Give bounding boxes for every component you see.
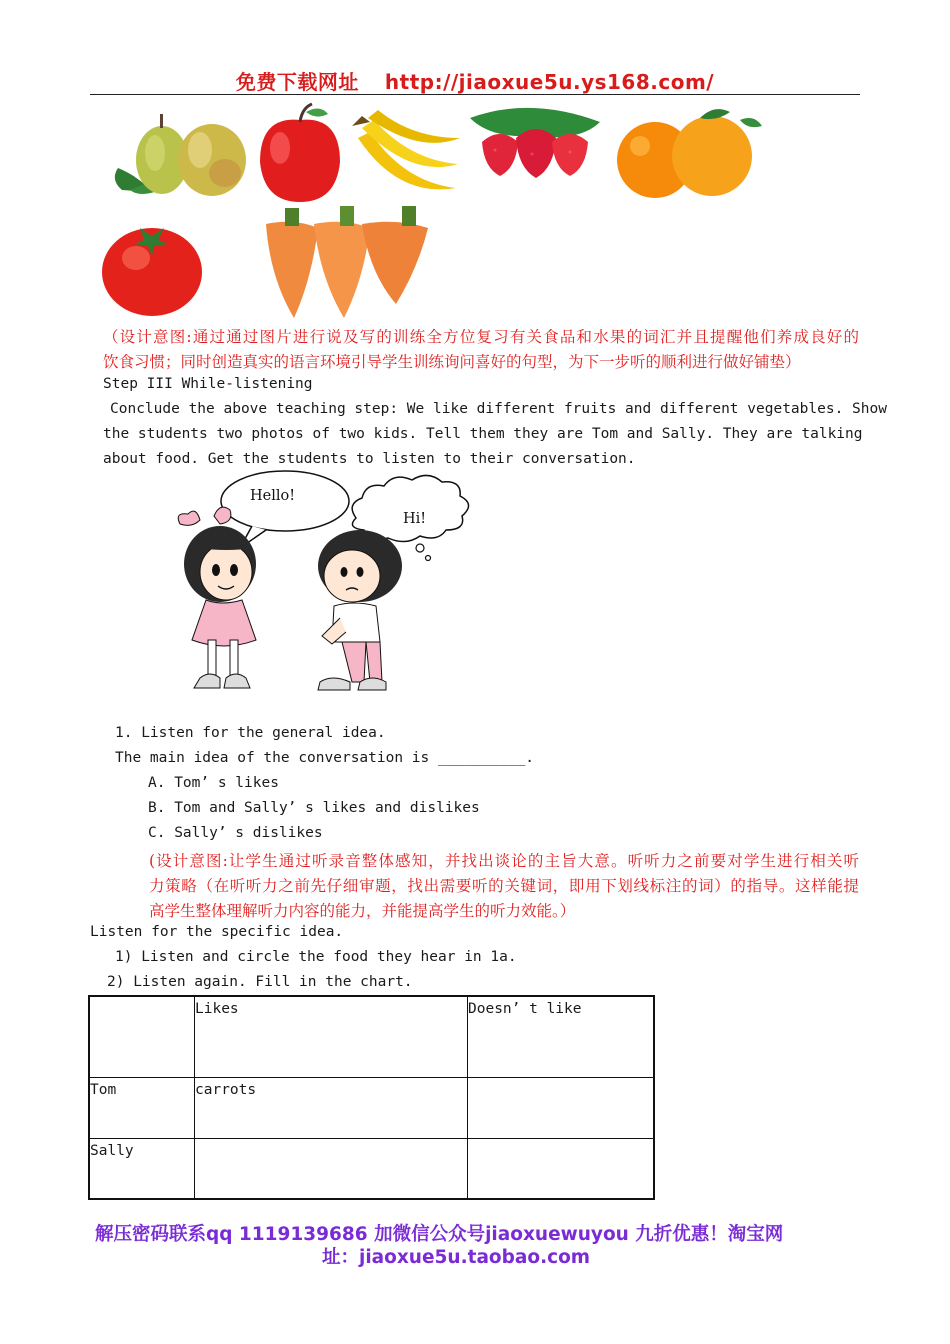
- boy-bubble-text: Hi!: [403, 511, 427, 527]
- header-label: 免费下载网址: [235, 70, 359, 94]
- fruits-image-row: [100, 98, 765, 208]
- table-row: [89, 1077, 654, 1138]
- kids-illustration: [170, 468, 490, 700]
- page-header: [0, 66, 950, 95]
- bananas-image: [352, 110, 460, 189]
- design-note-2-line2: 力策略（在听听力之前先仔细审题，找出需要听的关键词，即用下划线标注的词）的指导。这样能提: [149, 877, 859, 895]
- task2-item1: 1) Listen and circle the food they hear in 1a.: [115, 949, 517, 965]
- step3-title: Step III While-listening: [103, 376, 313, 392]
- table-row-name-sally: Sally: [89, 1138, 195, 1199]
- table-cell-tom-likes[interactable]: carrots: [195, 1077, 468, 1138]
- apple-image: [260, 104, 340, 202]
- table-cell-sally-dislikes[interactable]: [468, 1138, 655, 1199]
- task1-option-c: C. Sally’ s dislikes: [148, 825, 323, 841]
- girl-bubble-text: Hello!: [250, 488, 296, 504]
- task2-item2: 2) Listen again. Fill in the chart.: [107, 974, 413, 990]
- design-note-2-line1: (设计意图:让学生通过听录音整体感知，并找出谈论的主旨大意。听听力之前要对学生进行相关听: [149, 852, 859, 870]
- girl-character: [178, 507, 256, 688]
- table-header-doesnt-like: Doesn’ t like: [468, 996, 655, 1077]
- step3-paragraph-line1: Conclude the above teaching step: We like different fruits and different vegetables. Show: [110, 401, 887, 417]
- pears-image: [115, 114, 246, 196]
- table-header-likes: Likes: [195, 996, 468, 1077]
- task1-title: 1. Listen for the general idea.: [115, 725, 386, 741]
- table-cell-sally-likes[interactable]: [195, 1138, 468, 1199]
- footer-line1: 解压密码联系qq 1119139686 加微信公众号jiaoxuewuyou 九折优惠！淘宝网: [95, 1224, 784, 1245]
- design-note-1-line1: （设计意图:通过通过图片进行说及写的训练全方位复习有关食品和水果的词汇并且提醒他们养成良好的: [103, 328, 859, 346]
- header-rule: [90, 94, 860, 95]
- strawberries-image: [470, 108, 600, 178]
- oranges-image: [617, 109, 762, 198]
- carrots-image: [266, 206, 428, 318]
- table-cell-tom-dislikes[interactable]: [468, 1077, 655, 1138]
- boy-character: [318, 530, 402, 690]
- task1-question: The main idea of the conversation is __________.: [115, 750, 535, 766]
- design-note-1-line2: 饮食习惯；同时创造真实的语言环境引导学生训练询问喜好的句型，为下一步听的顺利进行做好铺垫）: [103, 353, 801, 371]
- design-note-2-line3: 高学生整体理解听力内容的能力，并能提高学生的听力效能。）: [149, 902, 576, 920]
- step3-paragraph-line2: the students two photos of two kids. Tell them they are Tom and Sally. They are talking: [103, 426, 863, 442]
- task2-title: Listen for the specific idea.: [90, 924, 344, 940]
- table-row-name-tom: Tom: [89, 1077, 195, 1138]
- table-row: [89, 1138, 654, 1199]
- header-url[interactable]: http://jiaoxue5u.ys168.com/: [384, 70, 715, 94]
- likes-chart-table: [88, 995, 655, 1200]
- tomato-image: [102, 228, 202, 316]
- vegetables-image-row: [100, 200, 440, 320]
- table-header-cell-empty: [89, 996, 195, 1077]
- task1-option-a: A. Tom’ s likes: [148, 775, 279, 791]
- table-header-row: [89, 996, 654, 1077]
- task1-option-b: B. Tom and Sally’ s likes and dislikes: [148, 800, 480, 816]
- footer-line2[interactable]: 址：jiaoxue5u.taobao.com: [322, 1247, 591, 1268]
- step3-paragraph-line3: about food. Get the students to listen to their conversation.: [103, 451, 636, 467]
